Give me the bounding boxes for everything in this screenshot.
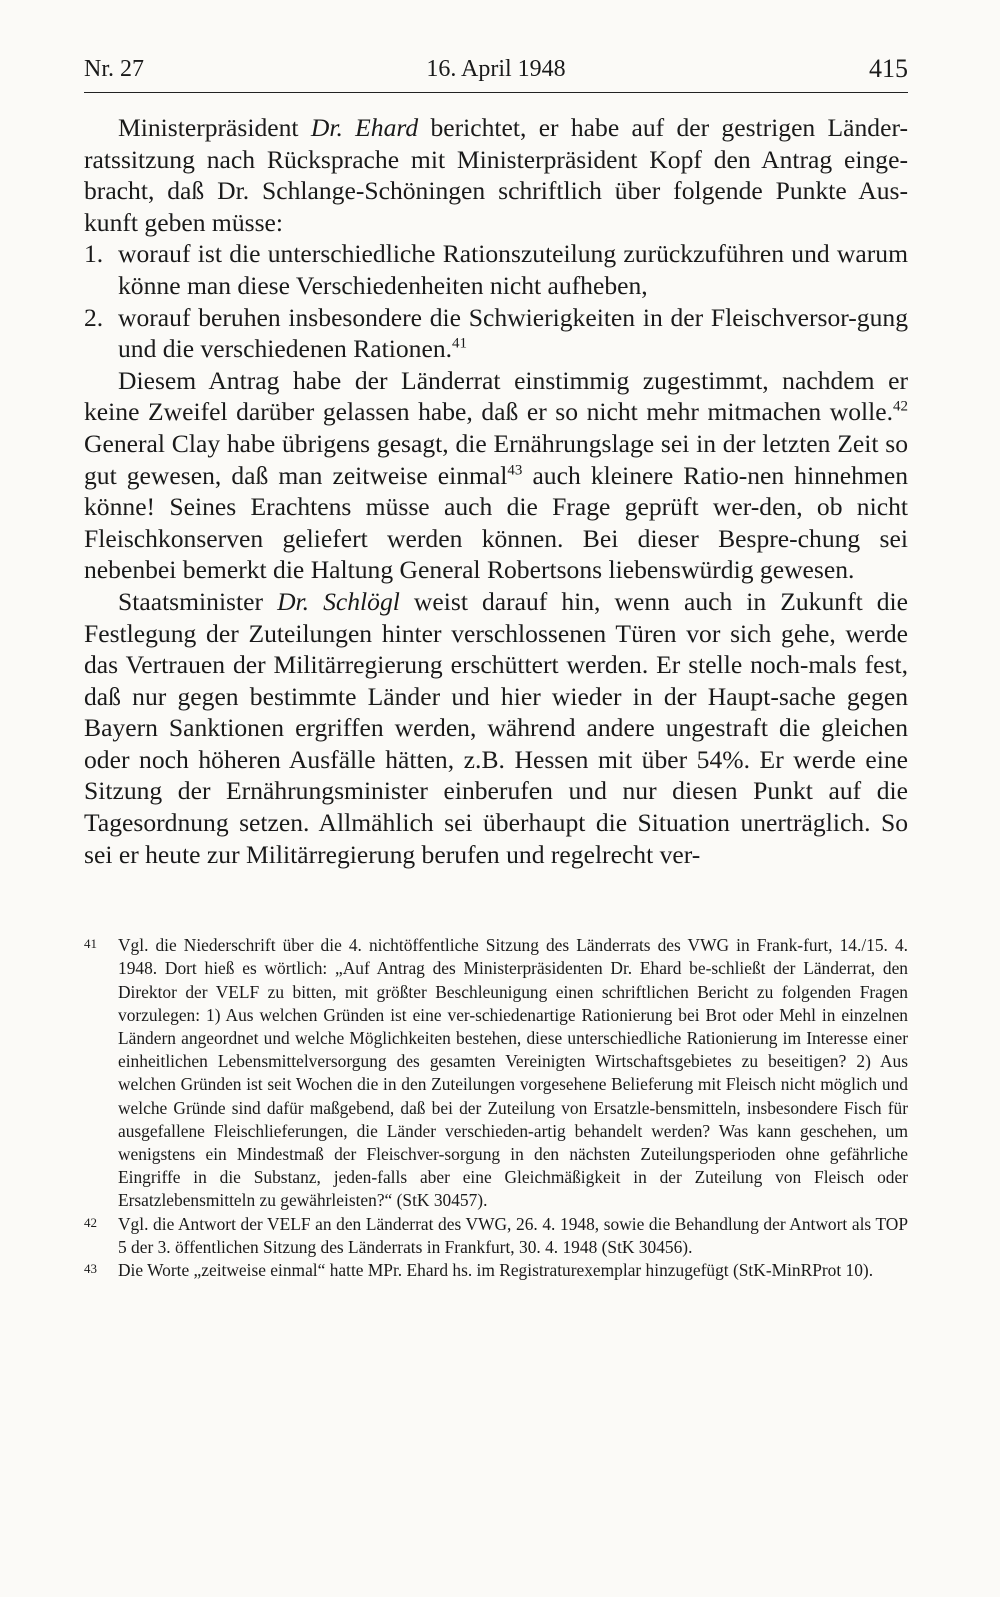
header-date: 16. April 1948 [426, 56, 566, 82]
footnote-43 [84, 1259, 908, 1282]
document-number: Nr. 27 [84, 56, 144, 82]
main-text [84, 112, 908, 870]
footnote-mark: 42 [84, 1214, 97, 1230]
list-item-1 [84, 238, 908, 301]
list-number: 2. [84, 302, 104, 332]
text-run: General Clay habe übrigens gesagt, die Ernährungslage sei in der letzten Zeit so gut gewesen, daß man zeitweise einmal [84, 428, 908, 490]
paragraph-ehard [84, 112, 908, 238]
header-rule [84, 92, 908, 93]
footnote-mark: 43 [84, 1261, 97, 1277]
footnote-reference[interactable]: 43 [507, 462, 523, 478]
footnote-text: Vgl. die Antwort der VELF an den Länderrat des VWG, 26. 4. 1948, sowie die Behandlung der Antwort als TOP 5 der 3. öffentlichen Sitzung des Länderrats in Frankfurt, 30. 4. 1948 (StK 30456). [118, 1213, 908, 1257]
list-number: 1. [84, 239, 104, 269]
text-run: weist darauf hin, wenn auch in Zukunft die Festlegung der Zuteilungen hinter verschlossenen Türen vor sich gehe, werde das Vertrauen der Militärregierung erschüttert werden. Er stelle noch-mals fest, daß nur gegen bestimmte Länder und hier wieder in der Haupt-sache gegen Bayern Sanktionen ergriffen werden, während andere ungestraft die gleichen oder noch höheren Ausfälle hätten, z.B. Hessen mit über 54%. Er werde eine Sitzung der Ernährungsminister einberufen und nur diesen Punkt auf die Tagesordnung setzen. Allmählich sei überhaupt die Situation unerträglich. So sei er heute zur Militärregierung berufen und regelrecht ver- [84, 586, 909, 869]
speaker-name: Dr. Ehard [310, 113, 419, 142]
footnote-text: Vgl. die Niederschrift über die 4. nichtöffentliche Sitzung des Länderrats des VWG in Frank-furt, 14./15. 4. 1948. Dort hieß es wörtlich: „Auf Antrag des Ministerpräsidenten Dr. Ehard be-schließt der Länderrat, den Direktor der VELF zu bitten, mit größter Beschleunigung einen schriftlichen Bericht zu folgenden Fragen vorzulegen: 1) Aus welchen Gründen ist eine ver-schiedenartige Rationierung bei Brot oder Mehl in einzelnen Ländern angeordnet und welche Möglichkeiten bestehen, diese unterschiedliche Rationierung im Interesse einer einheitlichen Lebensmittelversorgung des gesamten Vereinigten Wirtschaftsgebietes zu beseitigen? 2) Aus welchen Gründen ist seit Wochen die in den Zuteilungen vorgesehene Belieferung mit Fleisch nicht möglich und welche Gründe sind dafür maßgebend, daß bei der Zuteilung von Ersatzle-bensmitteln, insbesondere Fisch für ausgefallene Fleischlieferungen, die Länder verschieden-artig behandelt werden? Was kann geschehen, um wenigstens ein Mindestmaß der Fleischver-sorgung in den nächsten Zuteilungsperioden ohne gefährliche Eingriffe in die Substanz, jeden-falls aber eine Gleichmäßigkeit in der Zuteilung von Fleisch oder Ersatzlebensmitteln zu gewährleisten?“ (StK 30457). [118, 935, 908, 1211]
footnote-reference[interactable]: 42 [893, 398, 908, 415]
footnote-mark: 41 [84, 936, 97, 952]
document-page [84, 50, 908, 1282]
text-run: Ministerpräsident [118, 113, 311, 142]
footnote-41 [84, 934, 908, 1212]
footnotes [84, 934, 908, 1282]
footnote-42 [84, 1213, 908, 1259]
list-text: worauf beruhen insbesondere die Schwierigkeiten in der Fleischversor-gung und die verschiedenen Rationen. [118, 302, 908, 364]
speaker-name: Dr. Schlögl [277, 586, 400, 616]
footnote-text: Die Worte „zeitweise einmal“ hatte MPr. Ehard hs. im Registraturexemplar hinzugefügt (StK-MinRProt 10). [118, 1260, 874, 1281]
paragraph-laenderrat [84, 365, 908, 586]
running-header [84, 50, 908, 90]
footnote-reference[interactable]: 41 [452, 335, 468, 352]
text-run: auch kleinere Ratio-nen hinnehmen könne! Seines Erachtens müsse auch die Frage geprüft wer-den, ob nicht Fleischkonserven geliefert werden können. Bei dieser Bespre-chung sei nebenbei bemerkt die Haltung General Robertsons liebenswürdig gewesen. [84, 460, 908, 585]
paragraph-schloegl [84, 586, 908, 870]
text-run: berichtet, er habe auf der gestrigen Länder-ratssitzung nach Rücksprache mit Ministerpräsident Kopf den Antrag einge-bracht, daß Dr. Schlange-Schöningen schriftlich über folgende Punkte Aus-kunft geben müsse: [84, 113, 908, 237]
page-number: 415 [869, 54, 908, 83]
list-text: worauf ist die unterschiedliche Rationszuteilung zurückzuführen und warum könne man diese Verschiedenheiten nicht aufheben, [118, 239, 908, 300]
text-run: Staatsminister [118, 586, 278, 616]
list-item-2 [84, 302, 908, 365]
text-run: Diesem Antrag habe der Länderrat einstimmig zugestimmt, nachdem er keine Zweifel darüber gelassen habe, daß er so nicht mehr mitmachen wolle. [84, 365, 908, 427]
